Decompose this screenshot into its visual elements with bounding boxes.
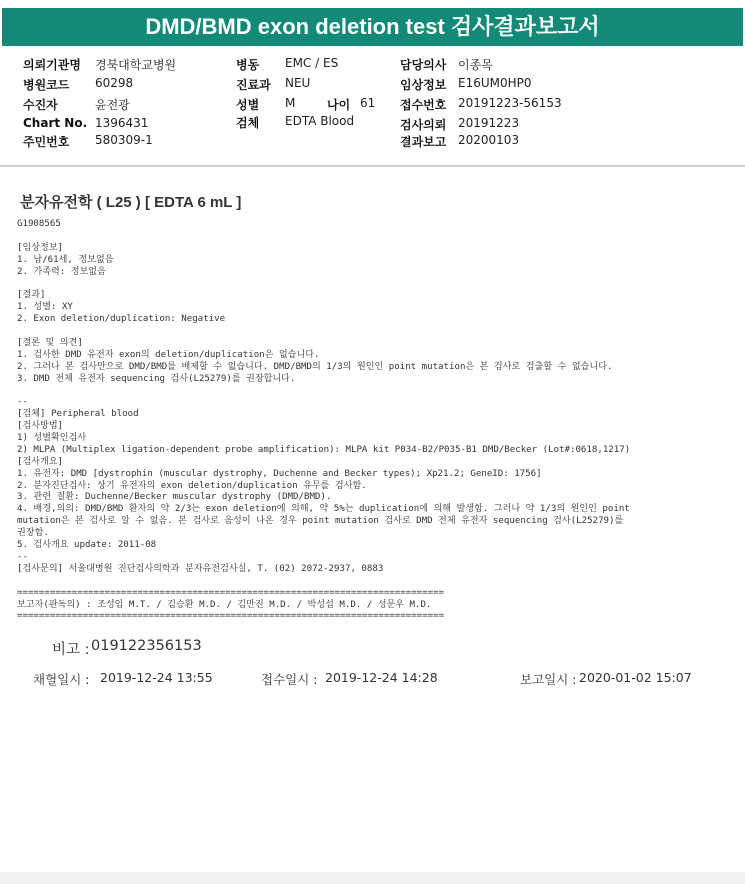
report-line: --: [17, 397, 28, 408]
doctor-label: 담당의사: [400, 58, 447, 72]
report-line: 보고자(판독의) : 조성임 M.T. / 김승환 M.D. / 김만진 M.D. / 박성섭 M.D. / 성문우 M.D.: [17, 599, 432, 610]
request-date-value: 20191223: [458, 116, 520, 130]
age-label: 나이: [327, 98, 351, 112]
report-line: ==============================================================================: [17, 587, 445, 598]
receipt-no-label: 접수번호: [400, 98, 447, 112]
report-line: [검사문의] 서울대병원 진단검사의학과 분자유전검사실, T. (02) 2072-2937, 0883: [17, 563, 384, 574]
report-time-label: 보고일시 :: [520, 672, 577, 687]
patient-value: 윤전광: [95, 98, 130, 112]
report-line: 4. 배경,의의: DMD/BMD 환자의 약 2/3는 exon deletion에 의해, 약 5%는 duplication에 의해 발생함. 그러나 약 1/3의 원인인 point: [17, 504, 630, 515]
report-date-label: 결과보고: [400, 135, 447, 149]
department-label: 진료과: [236, 78, 271, 92]
resident-id-value: 580309-1: [95, 133, 153, 147]
report-line: [17, 326, 737, 338]
sex-label: 성별: [236, 98, 260, 112]
chart-no-value: 1396431: [95, 116, 149, 130]
chart-no-label: Chart No.: [23, 116, 88, 130]
report-line: 1. 성별: XY: [17, 302, 73, 313]
report-line: --: [17, 551, 28, 562]
report-line: 1. 남/61세, 정보없음: [17, 254, 114, 265]
report-body: [17, 219, 737, 623]
department-value: NEU: [285, 76, 311, 90]
report-line: [17, 231, 737, 243]
specimen-label: 검체: [236, 116, 260, 130]
ward-label: 병동: [236, 58, 260, 72]
hospital-code-label: 병원코드: [23, 78, 70, 92]
sex-value: M: [285, 96, 296, 110]
patient-label: 수진자: [23, 98, 58, 112]
doctor-value: 이종목: [458, 58, 493, 72]
collect-time-value: 2019-12-24 13:55: [100, 670, 213, 685]
report-line: 2. 분자진단검사: 상기 유전자의 exon deletion/duplication 유무를 검사함.: [17, 480, 367, 491]
specimen-value: EDTA Blood: [285, 114, 355, 128]
report-line: G1908565: [17, 219, 61, 229]
patient-info-block: [0, 52, 745, 152]
report-line: [17, 576, 737, 588]
report-line: [결과]: [17, 290, 46, 301]
receive-time-value: 2019-12-24 14:28: [325, 670, 438, 685]
report-line: 2. Exon deletion/duplication: Negative: [17, 314, 226, 325]
request-date-label: 검사의뢰: [400, 118, 447, 132]
report-line: 3. DMD 전체 유전자 sequencing 검사(L25279)를 권장합니다.: [17, 373, 296, 384]
report-line: 권장함.: [17, 528, 49, 539]
report-title: DMD/BMD exon deletion test 검사결과보고서: [2, 8, 743, 46]
report-date-value: 20200103: [458, 133, 520, 147]
clinical-info-label: 임상정보: [400, 78, 447, 92]
receive-time-label: 접수일시 :: [261, 672, 318, 687]
report-line: 2. 가족력: 정보없음: [17, 266, 106, 277]
report-line: ==============================================================================: [17, 611, 445, 622]
report-line: 1. 유전자: DMD [dystrophin (muscular dystrophy, Duchenne and Becker types); Xp21.2; GeneID: 1756]: [17, 468, 542, 479]
report-line: [17, 385, 737, 397]
clinical-info-value: E16UM0HP0: [458, 76, 532, 90]
resident-id-label: 주민번호: [23, 135, 70, 149]
remark-value: 019122356153: [91, 638, 202, 654]
hospital-code-value: 60298: [95, 76, 134, 90]
report-line: [검체] Peripheral blood: [17, 409, 139, 420]
section-title: 분자유전학 ( L25 ) [ EDTA 6 mL ]: [20, 194, 242, 211]
remark-label: 비고 :: [52, 642, 90, 658]
report-line: 5. 검사개요 update: 2011-08: [17, 540, 157, 551]
report-line: 2) MLPA (Multiplex ligation-dependent probe amplification): MLPA kit P034-B2/P035-B1 DMD/Becker (Lot#:0618,1217): [17, 444, 631, 455]
report-line: 2. 그러나 본 검사만으로 DMD/BMD를 배제할 수 없습니다. DMD/BMD의 1/3의 원인인 point mutation은 본 검사로 검출할 수 없습니다.: [17, 361, 613, 372]
ward-value: EMC / ES: [285, 56, 339, 70]
report-line: [임상정보]: [17, 242, 64, 253]
institution-value: 경북대학교병원: [95, 58, 177, 72]
report-line: [결론 및 의견]: [17, 337, 83, 348]
receipt-no-value: 20191223-56153: [458, 96, 562, 110]
report-line: 3. 관련 질환: Duchenne/Becker muscular dystrophy (DMD/BMD).: [17, 492, 332, 503]
header-divider: [0, 165, 745, 167]
report-line: mutation은 본 검사로 알 수 없음. 본 검사로 음성이 나온 경우 point mutation 검사로 DMD 전체 유전자 sequencing 검사(L25279)를: [17, 516, 624, 527]
report-time-value: 2020-01-02 15:07: [579, 670, 692, 685]
report-line: 1) 성별확인검사: [17, 433, 87, 444]
age-value: 61: [360, 96, 376, 110]
report-line: [검사개요]: [17, 456, 64, 467]
report-line: 1. 검사한 DMD 유전자 exon의 deletion/duplication은 없습니다.: [17, 349, 320, 360]
report-line: [17, 278, 737, 290]
collect-time-label: 채혈일시 :: [33, 672, 90, 687]
institution-label: 의뢰기관명: [23, 58, 81, 72]
report-line: [검사방법]: [17, 421, 64, 432]
